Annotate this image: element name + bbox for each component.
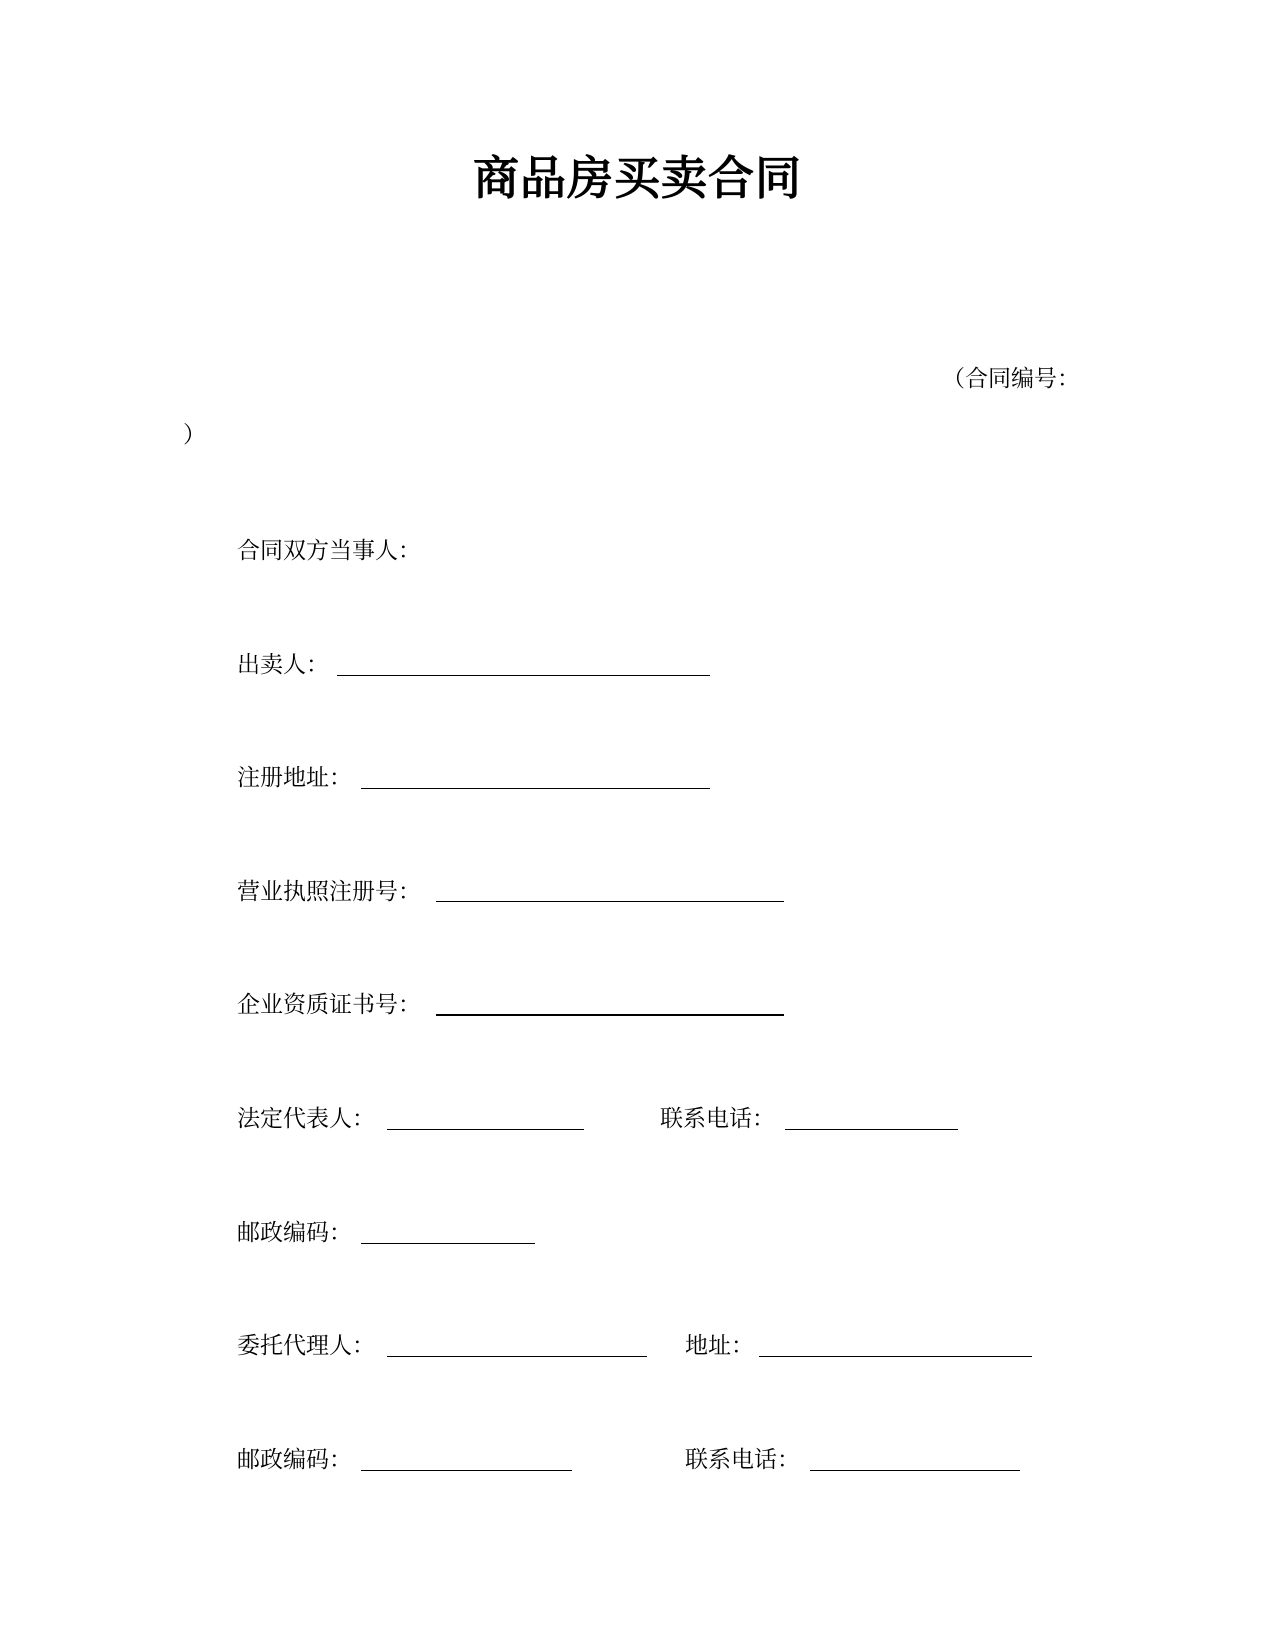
phone-label-2: 联系电话： <box>685 1447 800 1473</box>
phone-blank-1[interactable] <box>785 1129 958 1130</box>
seller-label: 出卖人： <box>237 652 329 678</box>
qualification-cert-blank[interactable] <box>436 1014 784 1016</box>
parties-heading: 合同双方当事人： <box>237 538 421 564</box>
contract-number-close: ） <box>183 422 206 448</box>
contract-number-label: （合同编号： <box>942 366 1080 392</box>
postal-code-label-1: 邮政编码： <box>237 1220 352 1246</box>
address-blank[interactable] <box>759 1356 1032 1357</box>
document-title: 商品房买卖合同 <box>473 151 802 205</box>
legal-representative-blank[interactable] <box>387 1129 584 1130</box>
phone-label-1: 联系电话： <box>660 1106 775 1132</box>
address-label: 地址： <box>685 1333 754 1359</box>
qualification-cert-label: 企业资质证书号： <box>237 992 421 1018</box>
postal-code-label-2: 邮政编码： <box>237 1447 352 1473</box>
agent-label: 委托代理人： <box>237 1333 375 1359</box>
postal-code-blank-2[interactable] <box>361 1470 572 1471</box>
business-license-blank[interactable] <box>436 901 784 902</box>
postal-code-blank-1[interactable] <box>361 1243 535 1244</box>
phone-blank-2[interactable] <box>810 1470 1020 1471</box>
business-license-label: 营业执照注册号： <box>237 879 421 905</box>
legal-representative-label: 法定代表人： <box>237 1106 375 1132</box>
registered-address-label: 注册地址： <box>237 765 352 791</box>
registered-address-blank[interactable] <box>361 788 710 789</box>
agent-blank[interactable] <box>387 1356 647 1357</box>
seller-blank[interactable] <box>337 675 710 676</box>
